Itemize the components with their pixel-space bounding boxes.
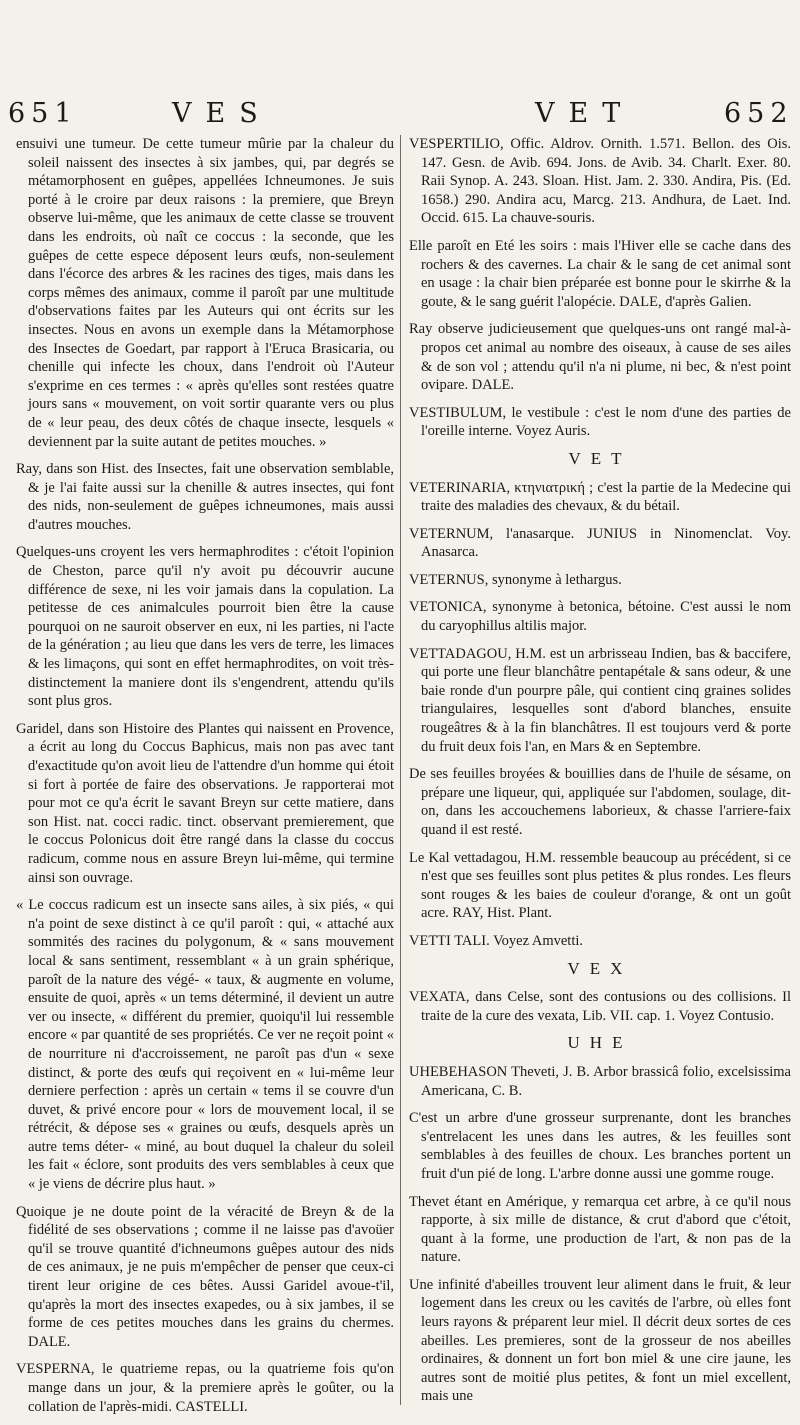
paragraph: UHEBEHASON Theveti, J. B. Arbor brassicâ folio, excelsissima Americana, C. B. <box>409 1063 791 1099</box>
right-column <box>409 135 791 1415</box>
running-head-right: VET <box>535 98 635 129</box>
running-head-left: VES <box>172 98 272 129</box>
paragraph: VETERINARIA, κτηνιατρική ; c'est la partie de la Medecine qui traite des maladies des chevaux, & du bétail. <box>409 479 791 515</box>
paragraph: Elle paroît en Eté les soirs : mais l'Hiver elle se cache dans des rochers & des cavernes. La chair & le sang de cet animal sont en usage : la chair bien préparée est bonne pour le skirrhe & la goute, & le sang guérit l'alopécie. DALE, d'après Galien. <box>409 237 791 310</box>
paragraph: Garidel, dans son Histoire des Plantes qui naissent en Provence, a écrit au long du Coccus Baphicus, mais non pas avec tant d'exactitude qu'on avoit lieu de l'attendre d'un homme qui étoit si fort à portée de faire des observations. Je rapporterai mot pour mot ce qu'a écrit le savant Breyn sur cette matiere, dans son Hist. nat. cocci radic. tinct. observant premierement, que le coccus Polonicus doit être rangé dans la classe du coccus radicum, comme nous en assure Breyn lui-même, qui termine ainsi son ouvrage. <box>16 720 394 886</box>
paragraph: VETERNUM, l'anasarque. JUNIUS in Ninomenclat. Voy. Anasarca. <box>409 525 791 561</box>
page-number-left: 651 <box>8 98 78 129</box>
page-number-right: 652 <box>724 98 794 129</box>
paragraph: VETONICA, synonyme à betonica, bétoine. C'est aussi le nom du caryophillus altilis major. <box>409 599 791 635</box>
paragraph: VEXATA, dans Celse, sont des contusions ou des collisions. Il traite de la cure des vexata, Lib. VII. cap. 1. Voyez Contusio. <box>409 989 791 1024</box>
paragraph: VETERNUS, synonyme à lethargus. <box>409 571 622 588</box>
paragraph: C'est un arbre d'une grosseur surprenante, dont les branches s'entrelacent les unes dans les autres, & les feuilles sont semblables à des feuilles de choux. Les branches portent un fruit d'un pié de long. L'arbre donne aussi une gomme rouge. <box>409 1110 791 1182</box>
paragraph: De ses feuilles broyées & bouillies dans de l'huile de sésame, on prépare une liqueur, qui, appliquée sur l'abdomen, soulage, dit-on, dans les accouchemens laborieux, & chasse l'arriere-faix quand il est resté. <box>409 766 791 838</box>
paragraph: Une infinité d'abeilles trouvent leur aliment dans le fruit, & leur logement dans les creux ou les cavités de l'arbre, où elles font leurs rayons & préparent leur miel. Il décrit deux sortes de ces abeilles. Les premieres, sont de la grosseur de nos abeilles ordinaires, & donnent un fort bon miel & une cire jaune, les autres sont de moitié plus petites, & font un miel excellent, mais une <box>409 1276 791 1405</box>
paragraph: Ray, dans son Hist. des Insectes, fait une observation semblable, & je l'ai faite aussi sur la chenille & autres insectes, qui font des nids, non-seulement de guêpes ichneumones, mais aussi d'autres mouches. <box>16 461 394 533</box>
paragraph: ensuivi une tumeur. De cette tumeur mûrie par la chaleur du soleil naissent des insectes à six jambes, qui, par degrés se métamorphosent en guêpes, appellées Ichneumones. Je suis porté à le croire par deux raisons : la premiere, que Breyn observe lui-même, que les animaux de cette classe se trouvent dans les endroits, où naît ce coccus : la seconde, que les guêpes de cette espece déposent leurs œufs, non-seulement dans l'écorce des arbres & les racines des tiges, mais dans les corps mêmes des animaux, comme il paroît par une multitude d'observations faites par les Auteurs qui ont écrits sur les insectes. Nous en avons un exemple dans la Métamorphose des Insectes de Goedart, par rapport à l'Eruca Brasicaria, ou chenille qui infecte les choux, dans l'endroit où l'Auteur s'exprime en ces termes : « après qu'elles sont restées quatre jours sans « mouvement, on voit sortir quarante vers ou plus de « leur peau, des deux côtés de chaque insecte, lesquels « deviennent par la suite autant de petites mouches. » <box>16 136 394 450</box>
paragraph: Thevet étant en Amérique, y remarqua cet arbre, à ce qu'il nous rapporte, à six mille de distance, & crut d'abord que c'étoit, quant à la forme, une production de l'art, & non pas de la nature. <box>409 1193 791 1266</box>
paragraph: VETTI TALI. Voyez Amvetti. <box>409 932 584 949</box>
paragraph: Le Kal vettadagou, H.M. ressemble beaucoup au précédent, si ce n'est que ses feuilles sont plus petites & plus rondes. Les fleurs sont rouges & les baies de couleur d'orange, & ont un goût acre. RAY, Hist. Plant. <box>409 849 791 922</box>
paragraph: Ray observe judicieusement que quelques-uns ont rangé mal-à-propos cet animal au nombre des oiseaux, à cause de ses ailes & de son vol ; attendu qu'il n'a ni plume, ni bec, & n'est point ovipare. DALE. <box>409 321 791 394</box>
section-heading: VEX <box>567 958 633 978</box>
paragraph: VETTADAGOU, H.M. est un arbrisseau Indien, bas & baccifere, qui porte une fleur blanchâtre pentapétale & sans odeur, & une baie ronde d'un pourpre pâle, qui contient cinq graines solides triangulaires, lesquelles sont d'abord blanches, ensuite rougeâtres & à la fin blanchâtres. Il est toujours verd & porte du fruit deux fois l'an, en Mars & en Septembre. <box>409 645 791 755</box>
section-heading: UHE <box>567 1033 633 1053</box>
paragraph: VESPERNA, le quatrieme repas, ou la quatrieme fois qu'on mange dans un jour, & la premiere après le goûter, ou la collation de l'après-midi. CASTELLI. <box>16 1361 394 1415</box>
paragraph: Quelques-uns croyent les vers hermaphrodites : c'étoit l'opinion de Cheston, parce qu'il n'y avoit pu découvrir aucune différence de sexe, ni les voir jamais dans la copulation. La petitesse de ces animalcules pourroit bien être la cause pourquoi on ne sauroit observer en eux, ni les parties, ni l'acte de la génération ; au lieu que dans les vers de terre, les limaces & les limaçons, qui sont en effet hermaphrodites, on voit très-distinctement la maniere dont ils s'engendrent, attendu qu'ils sont plus gros. <box>16 544 394 710</box>
paragraph: VESTIBULUM, le vestibule : c'est le nom d'une des parties de l'oreille interne. Voyez Auris. <box>409 404 791 440</box>
left-column <box>16 135 394 1425</box>
section-heading: VET <box>568 448 632 468</box>
column-divider <box>400 135 401 1405</box>
paragraph: VESPERTILIO, Offic. Aldrov. Ornith. 1.571. Bellon. des Ois. 147. Gesn. de Avib. 694. Jons. de Avib. 34. Charlt. Exer. 80. Raii Synop. A. 243. Sloan. Hist. Jam. 2. 330. Andira, Pis. (Ed. 1658.) 290. Andira acu, Marcg. 213. Andhura, de Laet. Ind. Occid. 615. La chauve-souris. <box>409 136 791 227</box>
paragraph: « Le coccus radicum est un insecte sans ailes, à six piés, « qui n'a point de sexe distinct à ce qu'il paroît : qui, « attaché aux sommités des racines du polygonum, & « sans mouvement local & sans sentiment, ressemblant « à un grain sphérique, paroît de la nature des végé- « taux, & augmente en volume, ensuite de quoi, après « un tems déterminé, il devient un autre ver ou insecte, « différent du premier, quoiqu'il lui ressemble encore « par quantité de ses propriétés. Ce ver ne reçoit point « de nourriture ni d'accroissement, ne paroît pas d'un « sexe distinct, & porte des œufs qui reçoivent en « lui-même leur derniere perfection : après un certain « tems il se couvre d'un duvet, & privé encore pour « lors de mouvement local, il se rétrécit, & dépose ses « graines ou œufs, desquels après un autre tems déter- « miné, au bout duquel la chaleur du soleil les fait « éclore, sont produits des vers semblables à ceux que « je viens de décrire plus haut. » <box>16 897 394 1193</box>
paragraph: Quoique je ne doute point de la véracité de Breyn & de la fidélité de ses observations ; comme il ne laisse pas d'avoüer qu'il se trouve quantité d'ichneumons guêpes autour des nids de ces animaux, je ne puis m'empêcher de penser que ceux-ci tirent leur origine de ces bêtes. Aussi Garidel avoue-t'il, qu'après la mort des insectes exapedes, ou à six jambes, il se forme de ces petites mouches dans les grains du chermes. DALE. <box>16 1203 394 1350</box>
